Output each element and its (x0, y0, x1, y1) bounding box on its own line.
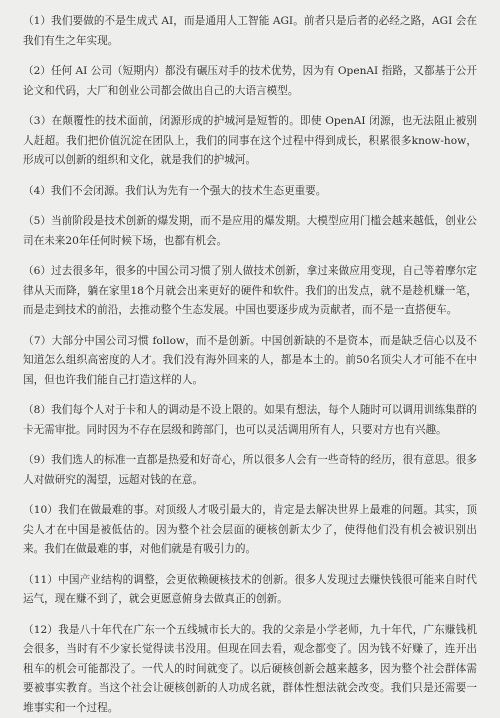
paragraph-9: （9）我们选人的标准一直都是热爱和好奇心，所以很多人会有一些奇特的经历，很有意思。很多人对做研究的渴望，远超对钱的在意。 (23, 451, 477, 490)
paragraph-4: （4）我们不会闭源。我们认为先有一个强大的技术生态更重要。 (23, 182, 477, 202)
paragraph-2: （2）任何 AI 公司（短期内）都没有碾压对手的技术优势，因为有 OpenAI 指路，又都基于公开论文和代码，大厂和创业公司都会做出自己的大语言模型。 (23, 62, 477, 101)
paragraph-7: （7）大部分中国公司习惯 follow，而不是创新。中国创新缺的不是资本，而是缺乏信心以及不知道怎么组织高密度的人才。我们没有海外回来的人，都是本土的。前50名顶尖人才可能不在中国，但也许我们能自己打造这样的人。 (23, 332, 477, 391)
paragraph-5: （5）当前阶段是技术创新的爆发期，而不是应用的爆发期。大模型应用门槛会越来越低，创业公司在未来20年任何时候下场，也都有机会。 (23, 212, 477, 251)
paragraph-11: （11）中国产业结构的调整，会更依赖硬核技术的创新。很多人发现过去赚快钱很可能来自时代运气，现在赚不到了，就会更愿意俯身去做真正的创新。 (23, 571, 477, 610)
paragraph-12: （12）我是八十年代在广东一个五线城市长大的。我的父亲是小学老师，九十年代，广东赚钱机会很多，当时有不少家长觉得读书没用。但现在回去看，观念都变了。因为钱不好赚了，连开出租车的机会可能都没了。一代人的时间就变了。以后硬核创新会越来越多，因为整个社会群体需要被事实教育。当这个社会让硬核创新的人功成名就，群体性想法就会改变。我们只是还需要一堆事实和一个过程。 (23, 621, 477, 718)
paragraph-6: （6）过去很多年，很多的中国公司习惯了别人做技术创新，拿过来做应用变现，自己等着摩尔定律从天而降，躺在家里18个月就会出来更好的硬件和软件。我们的出发点，就不是趁机赚一笔，而是走到技术的前沿，去推动整个生态发展。中国也要逐步成为贡献者，而不是一直搭便车。 (23, 262, 477, 321)
paragraph-10: （10）我们在做最难的事。对顶级人才吸引最大的，肯定是去解决世界上最难的问题。其实，顶尖人才在中国是被低估的。因为整个社会层面的硬核创新太少了，使得他们没有机会被识别出来。我们在做最难的事，对他们就是有吸引力的。 (23, 501, 477, 560)
paragraph-8: （8）我们每个人对于卡和人的调动是不设上限的。如果有想法，每个人随时可以调用训练集群的卡无需审批。同时因为不存在层级和跨部门，也可以灵活调用所有人，只要对方也有兴趣。 (23, 401, 477, 440)
paragraph-3: （3）在颠覆性的技术面前，闭源形成的护城河是短暂的。即使 OpenAI 闭源，也无法阻止被别人赶超。我们把价值沉淀在团队上，我们的同事在这个过程中得到成长，积累很多know-how，形成可以创新的组织和文化，就是我们的护城河。 (23, 112, 477, 171)
paragraph-1: （1）我们要做的不是生成式 AI，而是通用人工智能 AGI。前者只是后者的必经之路，AGI 会在我们有生之年实现。 (23, 12, 477, 51)
